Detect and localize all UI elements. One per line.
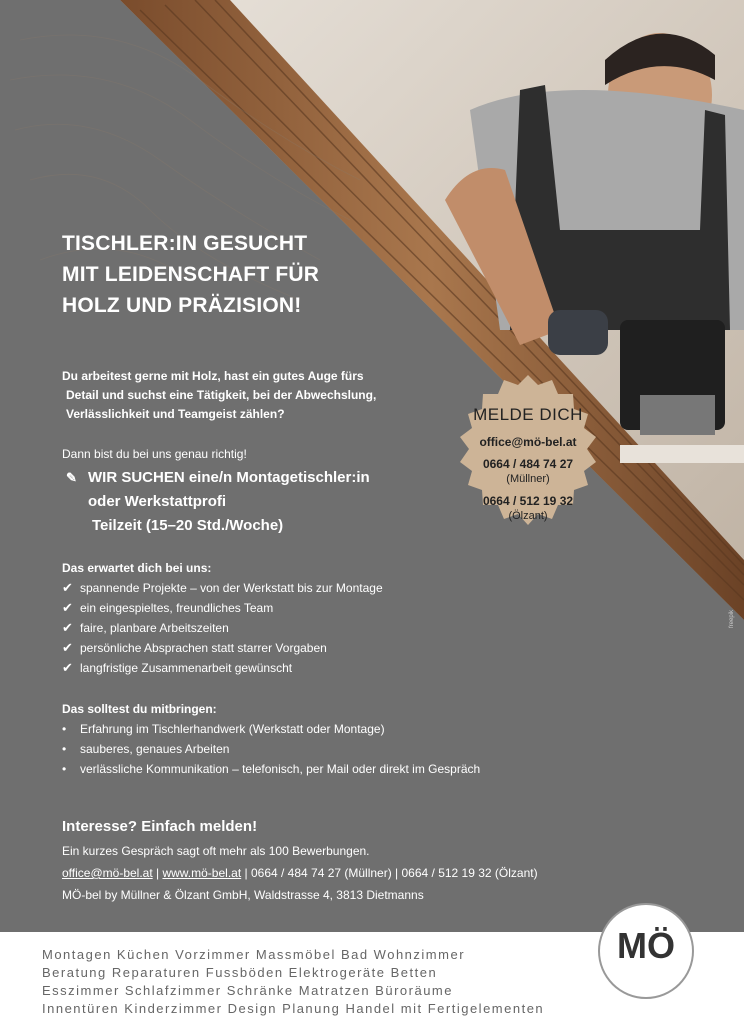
search-row: [66, 466, 370, 490]
list-item: [62, 719, 480, 739]
list-item-text: Erfahrung im Tischlerhandwerk (Werkstatt oder Montage): [80, 722, 385, 736]
company-address: MÖ-bel by Müllner & Ölzant GmbH, Waldstrasse 4, 3813 Dietmanns: [62, 888, 424, 902]
headline-line: MIT LEIDENSCHAFT FÜR: [62, 263, 320, 286]
company-logo: MÖ: [617, 925, 675, 966]
badge-name-1: (Müllner): [506, 473, 550, 485]
separator: |: [156, 866, 163, 880]
email-link[interactable]: office@mö-bel.at: [62, 866, 153, 880]
services-line: Innentüren Kinderzimmer Design Planung Handel mit Fertigelementen: [42, 1001, 545, 1016]
job-search-block: [66, 466, 370, 538]
checkmark-icon: ✔: [62, 620, 73, 635]
headline: [62, 228, 319, 321]
list-item-text: ein eingespieltes, freundliches Team: [80, 601, 274, 615]
badge-email[interactable]: office@mö-bel.at: [479, 435, 577, 449]
checkmark-icon: ✔: [62, 660, 73, 675]
badge-name-2: (Ölzant): [508, 510, 548, 522]
list-item-text: persönliche Absprachen statt starrer Vorgaben: [80, 641, 327, 655]
phone-numbers: 0664 / 484 74 27 (Müllner) | 0664 / 512 19 32 (Ölzant): [250, 866, 538, 880]
intro-line: Verlässlichkeit und Teamgeist zählen?: [66, 407, 285, 421]
expect-list: [62, 578, 383, 678]
badge-phone-1[interactable]: 0664 / 484 74 27: [482, 457, 574, 471]
contact-line: [62, 866, 538, 880]
contact-badge: [438, 375, 618, 555]
search-line: WIR SUCHEN eine/n Montagetischler:in: [88, 469, 370, 486]
list-item-text: verlässliche Kommunikation – telefonisch, per Mail oder direkt im Gespräch: [80, 762, 481, 776]
separator: |: [244, 866, 251, 880]
list-item-text: faire, planbare Arbeitszeiten: [80, 621, 229, 635]
headline-line: HOLZ UND PRÄZISION!: [62, 294, 302, 317]
gespraech-text: Ein kurzes Gespräch sagt oft mehr als 100 Bewerbungen.: [62, 844, 370, 858]
checkmark-icon: ✔: [62, 640, 73, 655]
services-line: Montagen Küchen Vorzimmer Massmöbel Bad Wohnzimmer: [42, 947, 466, 962]
badge-title: MELDE DICH: [473, 405, 583, 424]
list-item-text: spannende Projekte – von der Werkstatt bis zur Montage: [80, 581, 383, 595]
intro-line: Du arbeitest gerne mit Holz, hast ein gutes Auge fürs: [62, 369, 364, 383]
checkmark-icon: ✔: [62, 580, 73, 595]
intro-text: [62, 367, 376, 424]
website-link[interactable]: www.mö-bel.at: [162, 866, 242, 880]
bullet-icon: •: [62, 742, 67, 756]
list-item: [62, 578, 383, 598]
services-line: Beratung Reparaturen Fussböden Elektrogeräte Betten: [42, 965, 438, 980]
bullet-icon: •: [62, 762, 67, 776]
expect-title: Das erwartet dich bei uns:: [62, 561, 212, 575]
list-item: [62, 618, 383, 638]
services-line: Esszimmer Schlafzimmer Schränke Matratzen Büroräume: [42, 983, 453, 998]
richtig-text: Dann bist du bei uns genau richtig!: [62, 447, 247, 461]
list-item-text: langfristige Zusammenarbeit gewünscht: [80, 661, 293, 675]
badge-phone-2[interactable]: 0664 / 512 19 32: [482, 494, 574, 508]
headline-line: TISCHLER:IN GESUCHT: [62, 232, 308, 255]
list-item: [62, 658, 383, 678]
search-line: Teilzeit (15–20 Std./Woche): [92, 517, 284, 534]
checkmark-icon: ✔: [62, 600, 73, 615]
pencil-icon: ✎: [66, 470, 77, 485]
intro-line: Detail und suchst eine Tätigkeit, bei der Abwechslung,: [66, 388, 377, 402]
list-item: [62, 739, 480, 759]
interesse-heading: Interesse? Einfach melden!: [62, 818, 258, 835]
list-item: [62, 638, 383, 658]
list-item-text: sauberes, genaues Arbeiten: [80, 742, 230, 756]
bullet-icon: •: [62, 722, 67, 736]
bring-title: Das solltest du mitbringen:: [62, 702, 217, 716]
bring-list: [62, 719, 480, 779]
photo-credit: freepik: [729, 609, 735, 628]
list-item: [62, 598, 383, 618]
search-line: oder Werkstattprofi: [88, 493, 227, 510]
list-item: [62, 759, 480, 779]
